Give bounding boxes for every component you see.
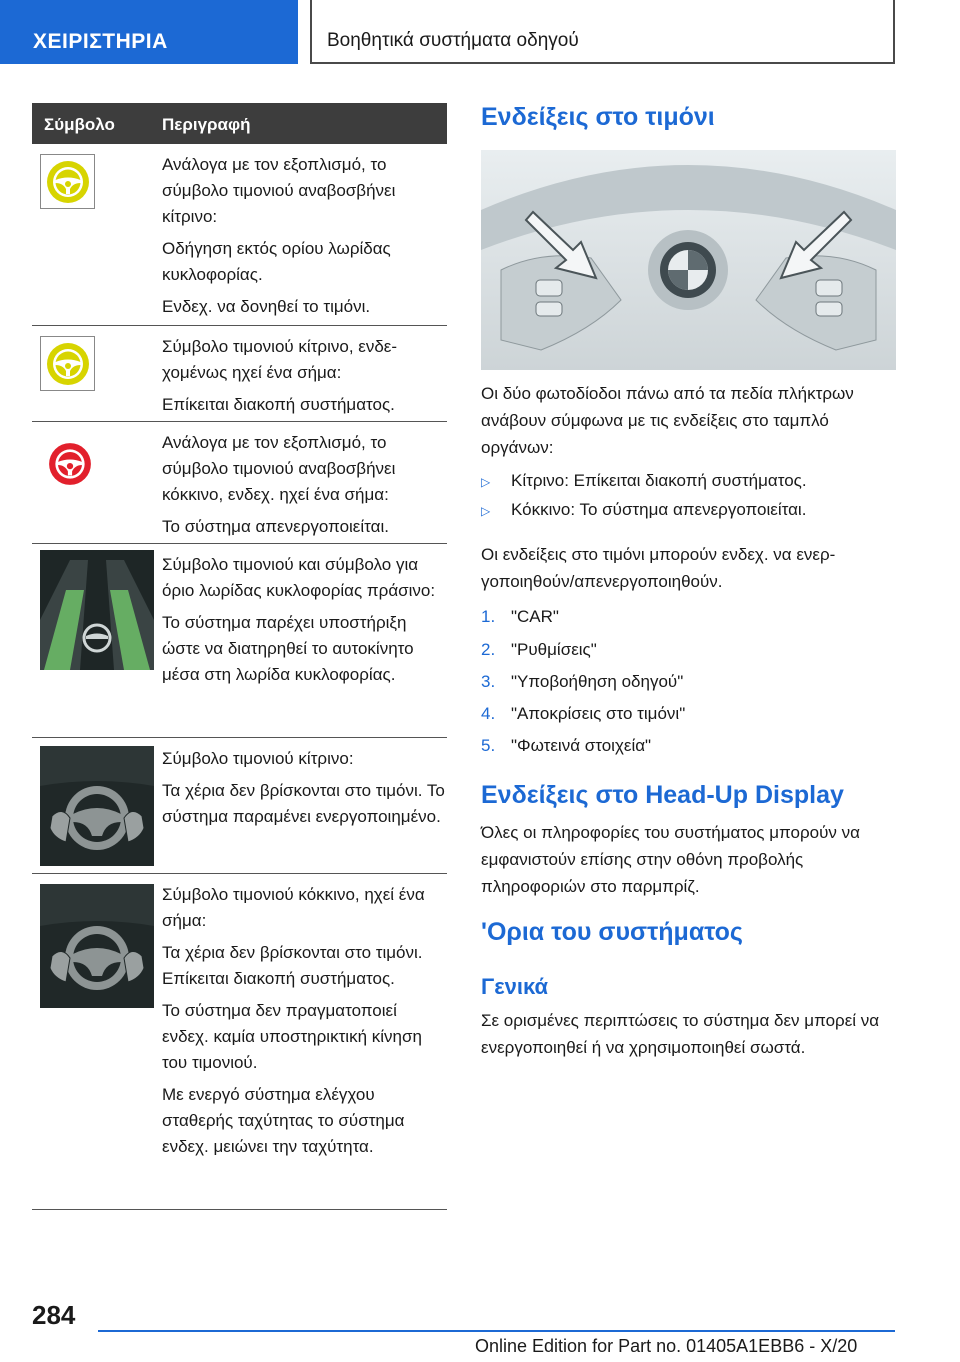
list-item xyxy=(481,603,559,630)
footer-divider xyxy=(98,1330,895,1332)
table-row xyxy=(32,874,447,1210)
triangle-bullet-icon: ▷ xyxy=(481,504,491,518)
paragraph-leds: Οι δύο φωτοδίοδοι πάνω από τα πεδία πλήκτρων ανάβουν σύμφωνα με τις ενδείξεις στο ταμπλό οργάνων: xyxy=(481,384,854,457)
description-text: Το σύστημα παρέχει υποστήριξη ώστε να διατηρηθεί το αυτοκίνητο μέσα στη λωρίδα κυκλοφορίας. xyxy=(162,613,414,684)
triangle-bullet-icon: ▷ xyxy=(481,475,491,489)
column-header-description: Περιγραφή xyxy=(162,115,251,134)
step-text: "Φωτεινά στοιχεία" xyxy=(511,736,652,755)
step-text: "CAR" xyxy=(511,607,559,626)
steering-wheel-photo xyxy=(481,150,896,370)
description-text: Σύμβολο τιμονιού και σύμβολο για όριο λωρίδας κυκλοφορίας πράσινο: xyxy=(162,555,436,600)
description-text: Επίκειται διακοπή συστήματος. xyxy=(162,395,395,414)
table-row xyxy=(32,326,447,422)
lane-display-green-icon xyxy=(40,550,154,670)
bullet-text: Κίτρινο: Επίκειται διακοπή συστήματος. xyxy=(511,471,807,490)
description-text: Το σύστημα δεν πραγματοποιεί ενδεχ. καμία υποστηρικτική κίνηση του τιμονιού. xyxy=(162,1001,422,1072)
description-text: Σύμβολο τιμονιού κίτρινο, ενδεχομένως ηχεί ένα σήμα: xyxy=(162,337,398,382)
heading-hud: Ενδείξεις στο Head-Up Display xyxy=(481,781,844,809)
list-item xyxy=(481,668,683,695)
table-row xyxy=(32,422,447,544)
chapter-tab xyxy=(310,0,895,64)
description-text: Τα χέρια δεν βρίσκονται στο τιμόνι. Επίκειται διακοπή συστήματος. xyxy=(162,943,423,988)
description-text: Με ενεργό σύστημα ελέγχου σταθερής ταχύτητας το σύστημα ενδεχ. μειώνει την ταχύτητα. xyxy=(162,1085,405,1156)
table-header xyxy=(32,103,447,144)
symbol-table xyxy=(32,103,447,1156)
list-item xyxy=(481,636,597,663)
section-title: ΧΕΙΡΙΣΤΗΡΙΑ xyxy=(33,30,168,53)
list-item xyxy=(481,700,685,727)
column-header-symbol: Σύμβολο xyxy=(44,115,115,134)
description-text: Ανάλογα με τον εξοπλισμό, το σύμβολο τιμονιού αναβοσβήνει κόκκινο, ενδεχ. ηχεί ένα σήμα: xyxy=(162,433,396,504)
row-description xyxy=(162,334,447,424)
step-number: 4. xyxy=(481,704,496,723)
paragraph-toggle: Οι ενδείξεις στο τιμόνι μπορούν ενδεχ. να ενεργοποιηθούν/απενεργοποιηθούν. xyxy=(481,545,836,591)
description-text: Τα χέρια δεν βρίσκονται στο τιμόνι. Το σύστημα παραμένει ενεργοποιημένο. xyxy=(162,781,445,826)
hands-off-red-icon xyxy=(40,884,154,1008)
table-row xyxy=(32,738,447,874)
list-item xyxy=(481,496,806,525)
step-text: "Αποκρίσεις στο τιμόνι" xyxy=(511,704,686,723)
description-text: Οδήγηση εκτός ορίου λωρίδας κυκλοφορίας. xyxy=(162,239,391,284)
heading-wheel-indicators: Ενδείξεις στο τιμόνι xyxy=(481,103,715,131)
row-description xyxy=(162,430,447,546)
step-text: "Ρυθμίσεις" xyxy=(511,640,597,659)
list-item xyxy=(481,467,807,496)
bullet-text: Κόκκινο: Το σύστημα απενεργοποιείται. xyxy=(511,500,807,519)
row-description xyxy=(162,552,447,694)
step-number: 2. xyxy=(481,640,496,659)
description-text: Ενδεχ. να δονηθεί το τιμόνι. xyxy=(162,297,371,316)
description-text: Σύμβολο τιμονιού κίτρινο: xyxy=(162,749,354,768)
chapter-title: Βοηθητικά συστήματα οδηγού xyxy=(327,30,579,51)
list-item xyxy=(481,732,651,759)
hands-off-yellow-icon xyxy=(40,746,154,866)
step-number: 5. xyxy=(481,736,496,755)
heading-system-limits: 'Ορια του συστήματος xyxy=(481,918,743,946)
paragraph-hud: Όλες οι πληροφορίες του συστήματος μπορούν να εμφανιστούν επίσης στην οθόνη προβολής πληροφοριών στο παρμπρίζ. xyxy=(481,823,860,896)
description-text: Το σύστημα απενεργοποιείται. xyxy=(162,517,389,536)
section-tab xyxy=(0,0,298,64)
table-row xyxy=(32,544,447,738)
steering-wheel-yellow-icon xyxy=(40,154,95,209)
steering-wheel-red-icon xyxy=(42,436,97,491)
step-number: 3. xyxy=(481,672,496,691)
footer-edition: Online Edition for Part no. 01405A1EBB6 - X/20 xyxy=(475,1336,858,1356)
row-description xyxy=(162,152,447,326)
step-number: 1. xyxy=(481,607,496,626)
paragraph-general: Σε ορισμένες περιπτώσεις το σύστημα δεν μπορεί να ενεργοποιηθεί ή να χρησιμοποιηθεί σωστά. xyxy=(481,1011,880,1057)
description-text: Σύμβολο τιμονιού κόκκινο, ηχεί ένα σήμα: xyxy=(162,885,425,930)
steering-wheel-yellow-icon xyxy=(40,336,95,391)
step-text: "Υποβοήθηση οδηγού" xyxy=(511,672,684,691)
table-row xyxy=(32,144,447,326)
heading-general: Γενικά xyxy=(481,974,549,999)
row-description xyxy=(162,746,447,836)
page-number: 284 xyxy=(32,1300,76,1330)
row-description xyxy=(162,882,447,1166)
description-text: Ανάλογα με τον εξοπλισμό, το σύμβολο τιμονιού αναβοσβήνει κίτρινο: xyxy=(162,155,396,226)
